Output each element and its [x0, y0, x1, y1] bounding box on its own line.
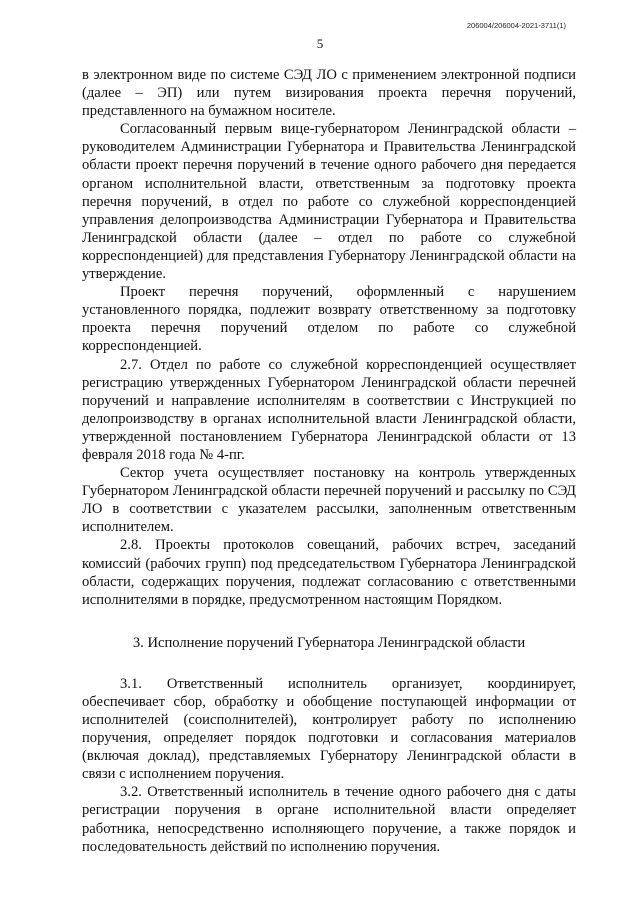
document-id: 206004/206004-2021-3711(1) [466, 21, 566, 30]
document-body [82, 66, 576, 856]
page-number: 5 [316, 36, 324, 51]
paragraph: Согласованный первым вице-губернатором Ленинградской области – руководителем Администрации Губернатора и Правительства Ленинградской области проект перечня поручений в течение одного рабочего дня передается органом исполнительной власти, ответственным за подготовку проекта перечня поручений, в отдел по работе со служебной корреспонденцией управления делопроизводства Администрации Губернатора и Правительства Ленинградской области (далее – отдел по работе со служебной корреспонденцией) для представления Губернатору Ленинградской области на утверждение. [82, 121, 576, 283]
paragraph: 3.1. Ответственный исполнитель организует, координирует, обеспечивает сбор, обработку и обобщение поступающей информации от исполнителей (соисполнителей), контролирует работу по исполнению поручения, определяет порядок подготовки и согласования материалов (включая доклад), представляемых Губернатору Ленинградской области в связи с исполнением поручения. [82, 675, 576, 783]
paragraph: 2.8. Проекты протоколов совещаний, рабочих встреч, заседаний комиссий (рабочих групп) под председательством Губернатора Ленинградской области, содержащих поручения, подлежат согласованию с ответственными исполнителями в порядке, предусмотренном настоящим Порядком. [82, 537, 576, 608]
paragraph: в электронном виде по системе СЭД ЛО с применением электронной подписи (далее – ЭП) или путем визирования проекта перечня поручений, представленного на бумажном носителе. [82, 67, 576, 120]
paragraph: 3.2. Ответственный исполнитель в течение одного рабочего дня с даты регистрации поручения в органе исполнительной власти определяет работника, непосредственно исполняющего поручение, а также порядок и последовательность действий по исполнению поручения. [82, 784, 576, 855]
paragraph: Проект перечня поручений, оформленный с нарушением установленного порядка, подлежит возврату ответственному за подготовку проекта перечня поручений отделом по работе со служебной корреспонденцией. [82, 284, 576, 355]
paragraph: Сектор учета осуществляет постановку на контроль утвержденных Губернатором Ленинградской области перечней поручений и рассылку по СЭД ЛО в соответствии с указателем рассылки, заполненным ответственным исполнителем. [82, 465, 576, 536]
section-heading: 3. Исполнение поручений Губернатора Ленинградской области [132, 634, 526, 651]
paragraph: 2.7. Отдел по работе со служебной корреспонденцией осуществляет регистрацию утвержденных Губернатором Ленинградской области перечней поручений и направление исполнителям в соответствии с Инструкцией по делопроизводству в органах исполнительной власти Ленинградской области, утвержденной постановлением Губернатора Ленинградской области от 13 февраля 2018 года № 4-пг. [82, 356, 576, 463]
